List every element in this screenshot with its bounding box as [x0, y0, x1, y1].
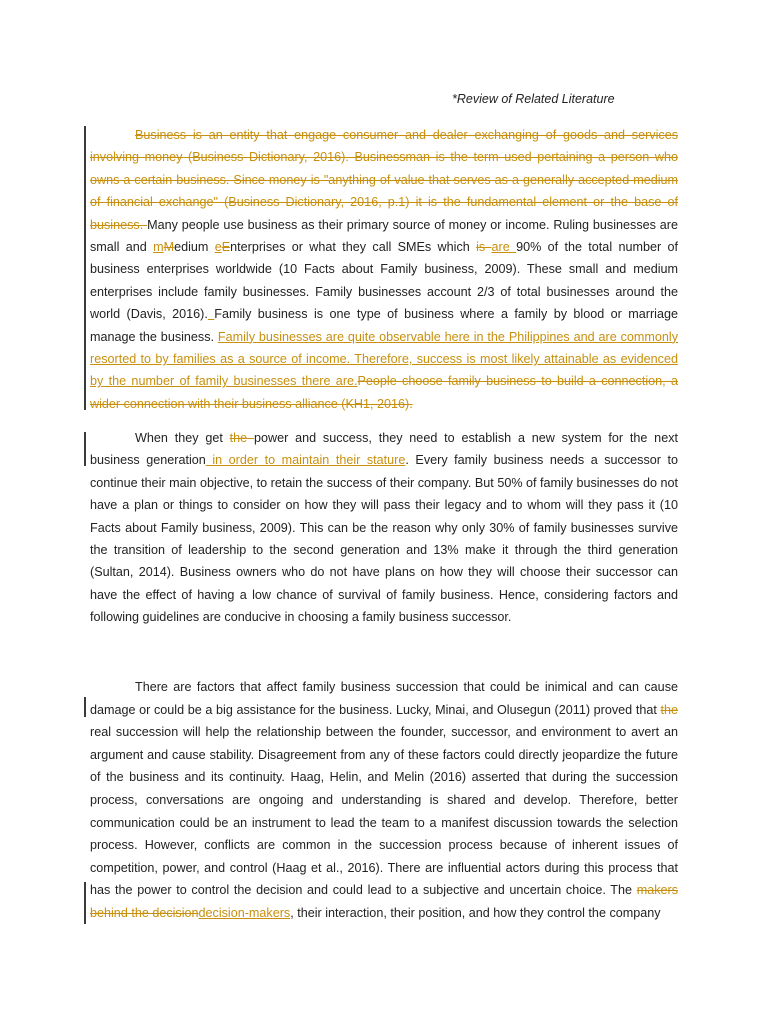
- body-text: There are factors that affect family business succession that could be inimical and can cause damage or could be a big assistance for the business. Lucky, Minai, and Olusegun (2011) proved that: [90, 680, 678, 717]
- body-text: , their interaction, their position, and how they control the company: [290, 905, 661, 920]
- body-text: Family business is one type of business where a family by blood or marriage manage the business.: [90, 307, 678, 344]
- change-bar: [84, 882, 86, 924]
- deleted-text: makers behind the decision: [90, 883, 678, 920]
- deleted-text: M: [163, 240, 175, 255]
- body-text: real succession will help the relationship between the founder, successor, and environment to avert an argument and cause stability. Disagreement from any of these factors could directly jeopardize the future of the business and its continuity. Haag, Helin, and Melin (2016) asserted that during the succession process, conversations are ongoing and understanding is shared and develop. Therefore, better communication could be an instrument to lead the team to a manifest discussion towards the selection process. However, conflicts are common in the succession process because of inherent issues of competition, power, and control (Haag et al., 2016). There are influential actors during this process that has the power to control the decision and could lead to a subjective and uncertain choice. The: [90, 725, 678, 898]
- deleted-text: is: [476, 240, 492, 255]
- inserted-text: are: [491, 240, 517, 255]
- paragraph-1: [90, 124, 678, 415]
- inserted-text: Family businesses are quite observable here in the Philippines and are commonly resorted to by families as a source of income. Therefore, success is most likely attainable as evidenced by the number of family businesses there are.: [90, 329, 679, 389]
- deleted-text: the: [229, 431, 254, 445]
- body-text: 90% of the total number of business enterprises worldwide (10 Facts about Family business, 2009). These small and medium enterprises include family businesses. Family businesses account 2/3 of total businesses around the world (Davis, 2016).: [90, 240, 678, 322]
- paragraph-3: [90, 676, 678, 925]
- change-bar: [84, 697, 86, 717]
- section-heading: *Review of Related Literature: [452, 92, 615, 106]
- body-text: power and success, they need to establish a new system for the next business generation: [90, 431, 678, 468]
- deleted-text: People choose family business to build a connection, a wider connection with their business alliance (KH1, 2016).: [90, 374, 678, 411]
- deleted-text: Business is an entity that engage consumer and dealer exchanging of goods and services involving money (Business Dictionary, 2016). Businessman is the term used pertaining a person who owns a certain business. Since money is "anything of value that serves as a generally accepted medium of financial exchange" (Business Dictionary, 2016, p.1) it is the fundamental element or the base of business.: [90, 128, 678, 232]
- body-text: Many people use business as their primary source of money or income. Ruling businesses are small and: [90, 217, 678, 255]
- inserted-text: decision-makers: [198, 905, 291, 920]
- paragraph-2: [90, 427, 678, 629]
- change-bar: [84, 126, 86, 410]
- body-text: edium: [174, 240, 215, 255]
- inserted-text: in order to maintain their stature: [205, 453, 406, 468]
- body-text: nterprises or what they call SMEs which: [230, 240, 477, 255]
- deleted-text: the: [660, 702, 678, 717]
- body-text: . Every family business needs a successor to continue their main objective, to retain the success of their company. But 50% of family businesses do not have a plan or things to consider on how they will pass their legacy and to whom will they pass it (10 Facts about Family business, 2009). This can be the reason why only 30% of family businesses survive the transition of leadership to the second generation and 13% make it through the third generation (Sultan, 2014). Business owners who do not have plans on how they will choose their successor can have the effect of having a low chance of survival of family business. Hence, considering factors and following guidelines are conducive in choosing a family business successor.: [90, 453, 678, 625]
- inserted-text: e: [214, 240, 222, 255]
- inserted-text: m: [153, 240, 164, 255]
- body-text: When they get: [135, 431, 230, 445]
- deleted-text: E: [221, 240, 231, 255]
- change-bar: [84, 432, 86, 466]
